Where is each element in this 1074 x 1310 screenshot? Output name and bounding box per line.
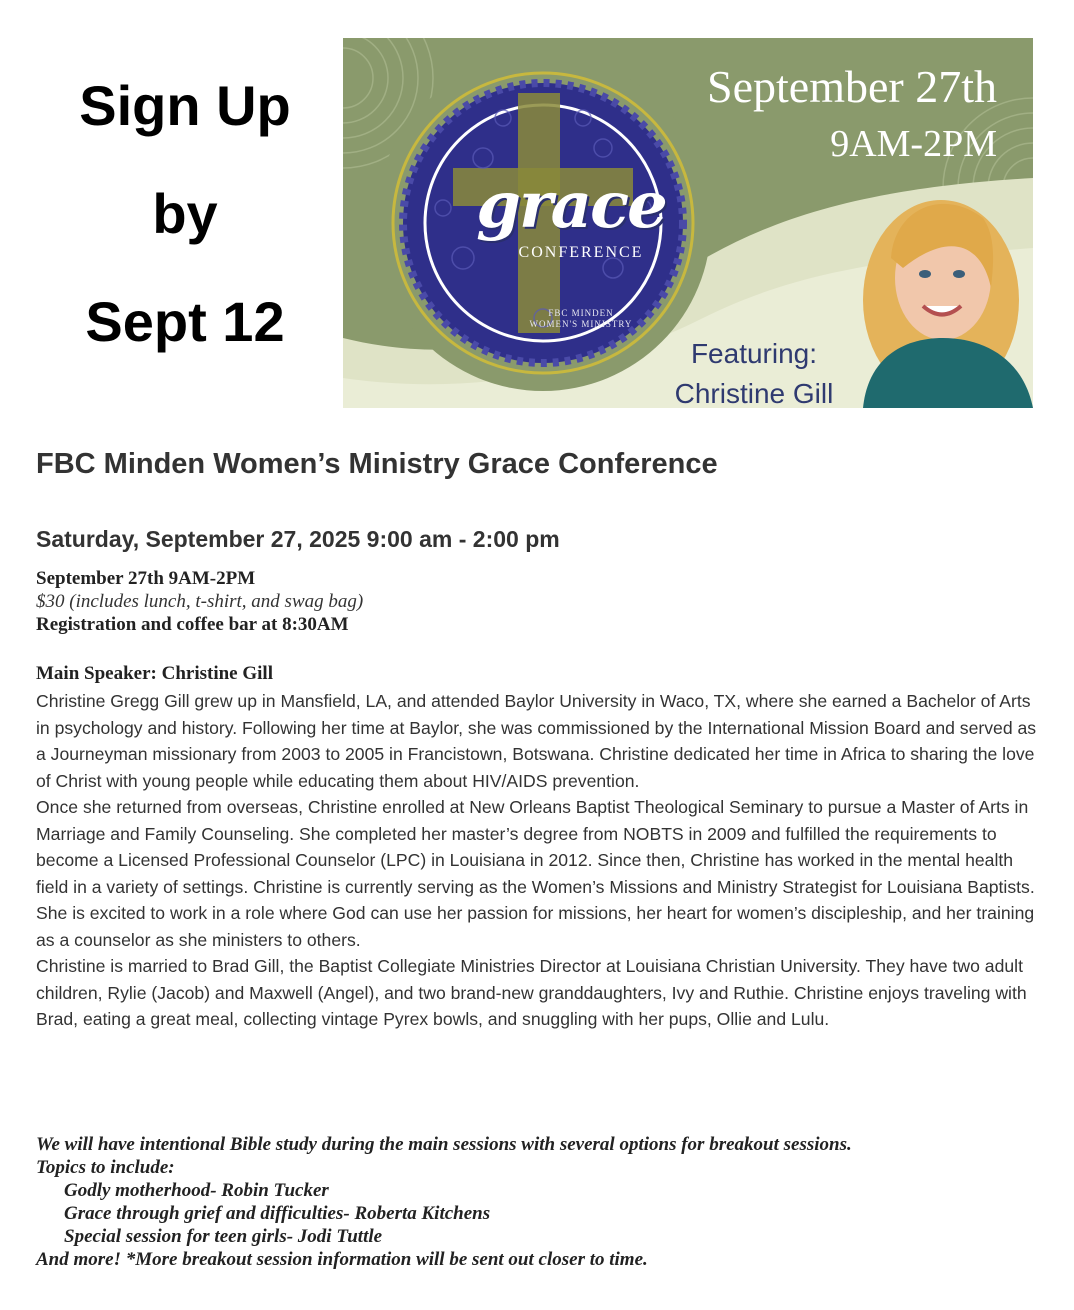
speaker-heading: Main Speaker: Christine Gill: [36, 663, 273, 684]
signup-line-3: Sept 12: [85, 290, 285, 353]
event-title: FBC Minden Women’s Ministry Grace Conference: [36, 448, 718, 480]
event-price: $30 (includes lunch, t-shirt, and swag bag): [36, 591, 364, 612]
event-schedule: September 27th 9AM-2PM: [36, 568, 256, 589]
speaker-bio: [36, 688, 1041, 1033]
grace-logo-ministry: [471, 308, 691, 330]
topic-item: Special session for teen girls- Jodi Tuttle: [64, 1226, 383, 1247]
event-registration: Registration and coffee bar at 8:30AM: [36, 614, 349, 635]
bio-paragraph-3: Christine is married to Brad Gill, the Baptist Collegiate Ministries Director at Louisiana Christian University. They have two adult children, Rylie (Jacob) and Maxwell (Angel), and two brand-new granddaughters, Ivy and Ruthie. Christine enjoys traveling with Brad, eating a great meal, collecting vintage Pyrex bowls, and snuggling with her pups, Ollie and Lulu.: [36, 956, 1027, 1029]
signup-callout: [40, 52, 330, 376]
grace-logo-ministry-line1: FBC MINDEN: [548, 308, 614, 318]
sessions-closing: And more! *More breakout session information will be sent out closer to time.: [36, 1249, 648, 1270]
signup-line-1: Sign Up: [79, 74, 291, 137]
sessions-intro: We will have intentional Bible study during the main sessions with several options for breakout sessions.: [36, 1134, 852, 1155]
featuring-name: Christine Gill: [674, 378, 834, 408]
featuring-label: Featuring:: [690, 338, 818, 369]
bio-paragraph-1: Christine Gregg Gill grew up in Mansfield, LA, and attended Baylor University in Waco, TX, where she earned a Bachelor of Arts in psychology and history. Following her time at Baylor, she was commissioned by the International Mission Board and served as a Journeyman missionary from 2003 to 2005 in Francistown, Botswana. Christine dedicated her time in Africa to sharing the love of Christ with young people while educating them about HIV/AIDS prevention.: [36, 691, 1037, 791]
banner-date: September 27th: [707, 61, 997, 112]
event-datetime: Saturday, September 27, 2025 9:00 am - 2:00 pm: [36, 526, 560, 552]
grace-logo-ministry-line2: WOMEN'S MINISTRY: [529, 319, 633, 329]
event-details: [36, 567, 1036, 636]
sessions-section: [36, 1133, 1046, 1271]
bio-paragraph-2: Once she returned from overseas, Christine enrolled at New Orleans Baptist Theological Seminary to pursue a Master of Arts in Marriage and Family Counseling. She completed her master’s degree from NOBTS in 2009 and fulfilled the requirements to become a Licensed Professional Counselor (LPC) in Louisiana in 2012. Since then, Christine has worked in the mental health field in a variety of settings. Christine is currently serving as the Women’s Missions and Ministry Strategist for Louisiana Baptists. She is excited to work in a role where God can use her passion for missions, her heart for women’s discipleship, and her training as a counselor as she ministers to others.: [36, 797, 1035, 950]
event-banner: [343, 38, 1033, 408]
grace-logo-word: grace: [476, 168, 666, 243]
signup-line-2: by: [152, 182, 218, 245]
banner-featuring: [639, 334, 869, 408]
banner-time: 9AM-2PM: [830, 123, 997, 165]
topic-item: Grace through grief and difficulties- Roberta Kitchens: [64, 1203, 491, 1224]
topics-label: Topics to include:: [36, 1157, 175, 1178]
grace-logo-subtitle: CONFERENCE: [518, 244, 644, 261]
topic-item: Godly motherhood- Robin Tucker: [64, 1180, 329, 1201]
